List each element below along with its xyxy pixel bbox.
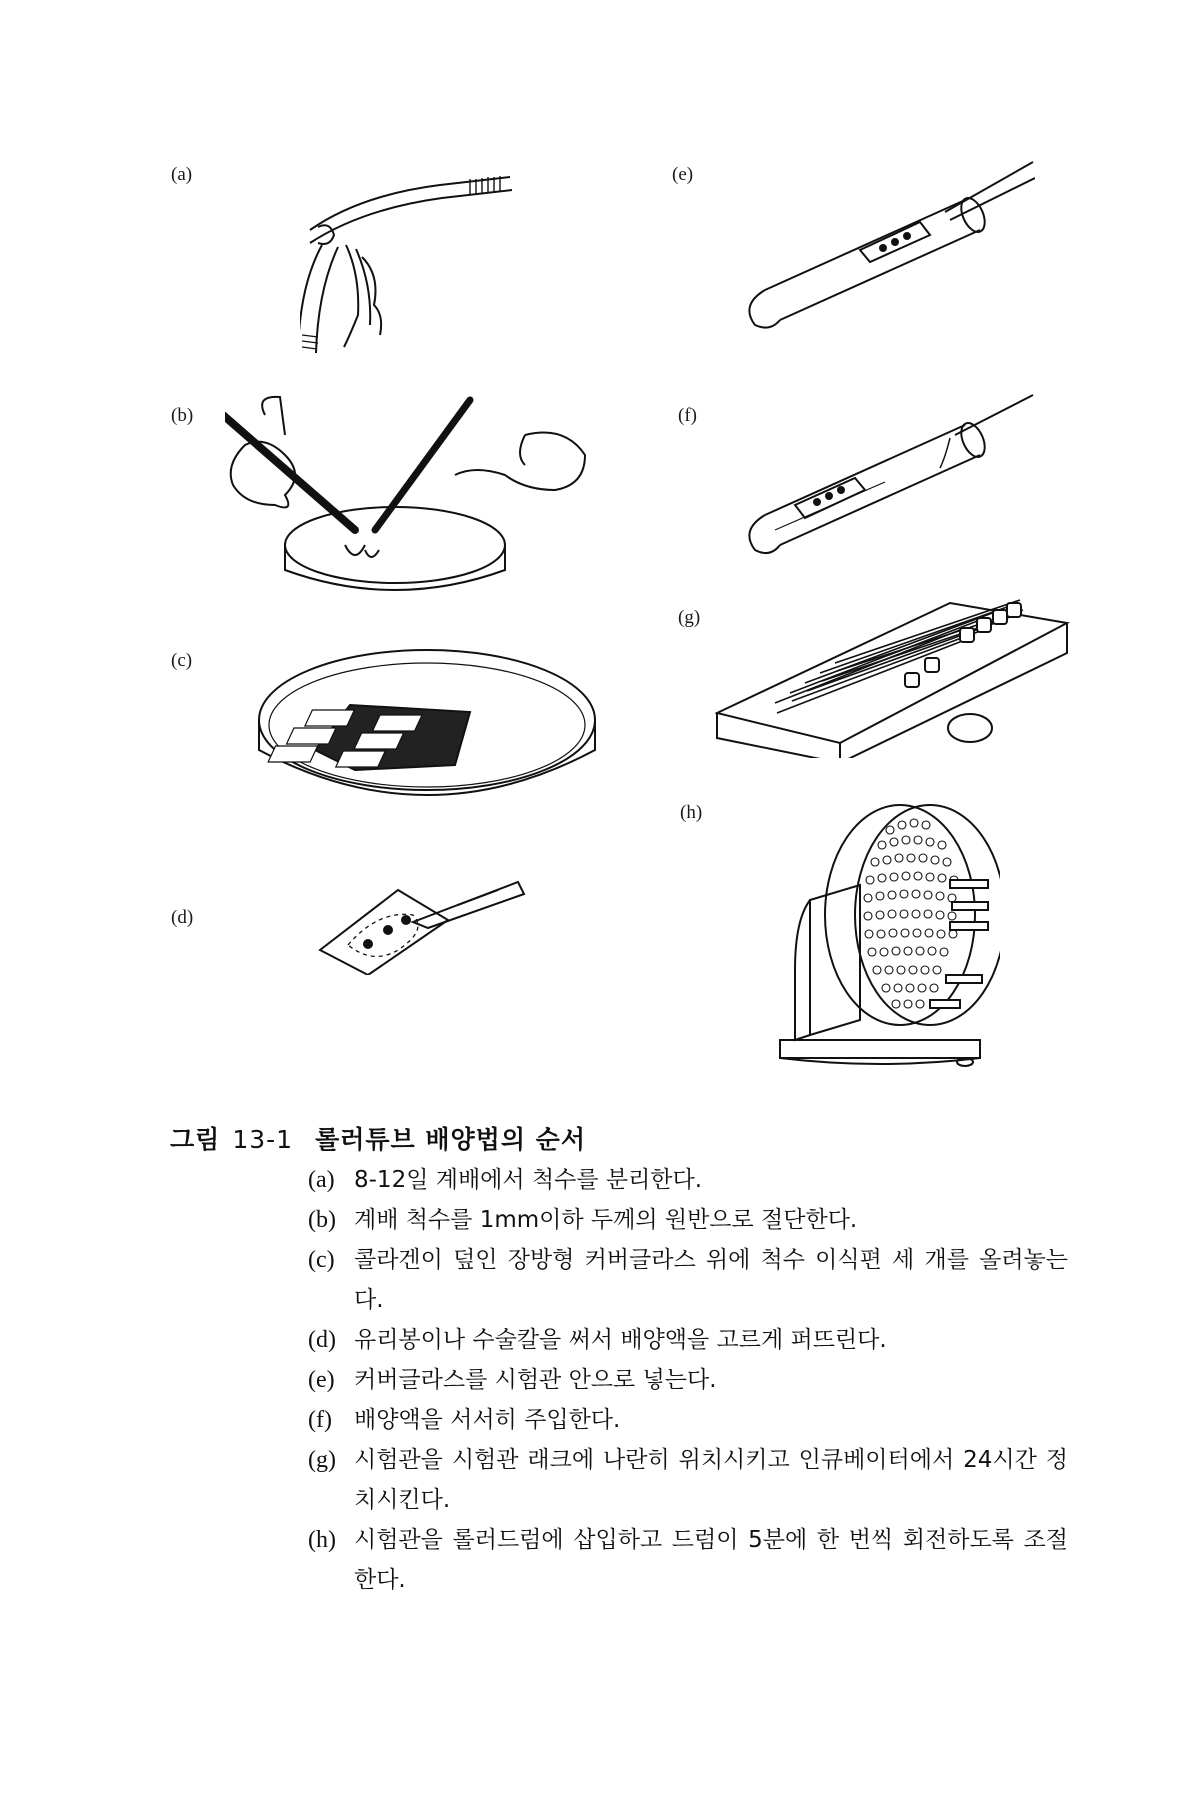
step-text: 시험관을 롤러드럼에 삽입하고 드럼이 5분에 한 번씩 회전하도록 조절한다.	[354, 1527, 1068, 1593]
panel-label-f: (f)	[678, 405, 697, 426]
panel-label-c: (c)	[171, 650, 193, 671]
list-item	[308, 1160, 1068, 1200]
figure-title: 롤러튜브 배양법의 순서	[315, 1125, 586, 1154]
step-label: (b)	[308, 1207, 336, 1233]
list-item	[308, 1440, 1068, 1520]
list-item	[308, 1320, 1068, 1360]
step-text: 커버글라스를 시험관 안으로 넣는다.	[354, 1367, 717, 1393]
illustration-b-slicing	[225, 395, 595, 605]
step-label: (c)	[308, 1247, 335, 1273]
step-text: 유리봉이나 수술칼을 써서 배양액을 고르게 퍼뜨린다.	[354, 1327, 887, 1353]
step-label: (d)	[308, 1327, 336, 1353]
step-text: 계배 척수를 1mm이하 두께의 원반으로 절단한다.	[354, 1207, 858, 1233]
step-label: (a)	[308, 1167, 335, 1193]
step-label: (f)	[308, 1407, 332, 1433]
list-item	[308, 1360, 1068, 1400]
list-item	[308, 1400, 1068, 1440]
step-label: (e)	[308, 1367, 335, 1393]
panel-label-h: (h)	[680, 802, 703, 823]
step-text: 시험관을 시험관 래크에 나란히 위치시키고 인큐베이터에서 24시간 정치시킨다.	[354, 1447, 1068, 1513]
illustration-g-test-tube-rack	[715, 598, 1070, 758]
panel-label-a: (a)	[171, 164, 193, 185]
step-text: 콜라겐이 덮인 장방형 커버글라스 위에 척수 이식편 세 개를 올려놓는다.	[354, 1247, 1068, 1313]
caption-steps-list	[308, 1160, 1068, 1600]
panel-label-b: (b)	[171, 405, 194, 426]
illustration-f-medium-added	[735, 390, 1035, 560]
illustration-c-petri-dish-coverslips	[255, 640, 600, 835]
figure-prefix: 그림	[170, 1125, 221, 1154]
illustration-e-tube-insertion	[735, 160, 1035, 330]
step-label: (h)	[308, 1527, 336, 1553]
list-item	[308, 1200, 1068, 1240]
step-text: 8-12일 계배에서 척수를 분리한다.	[354, 1167, 703, 1193]
illustration-d-spreading-medium	[318, 880, 528, 975]
figure-number: 13-1	[232, 1125, 294, 1154]
list-item	[308, 1240, 1068, 1320]
illustration-h-roller-drum	[770, 790, 1000, 1070]
step-label: (g)	[308, 1447, 336, 1473]
panel-label-d: (d)	[171, 907, 194, 928]
panel-label-e: (e)	[672, 164, 694, 185]
list-item	[308, 1520, 1068, 1600]
step-text: 배양액을 서서히 주입한다.	[354, 1407, 621, 1433]
panel-label-g: (g)	[678, 607, 701, 628]
illustration-a-spinal-cord-dissection	[300, 165, 530, 360]
figure-caption-title	[170, 1120, 586, 1156]
